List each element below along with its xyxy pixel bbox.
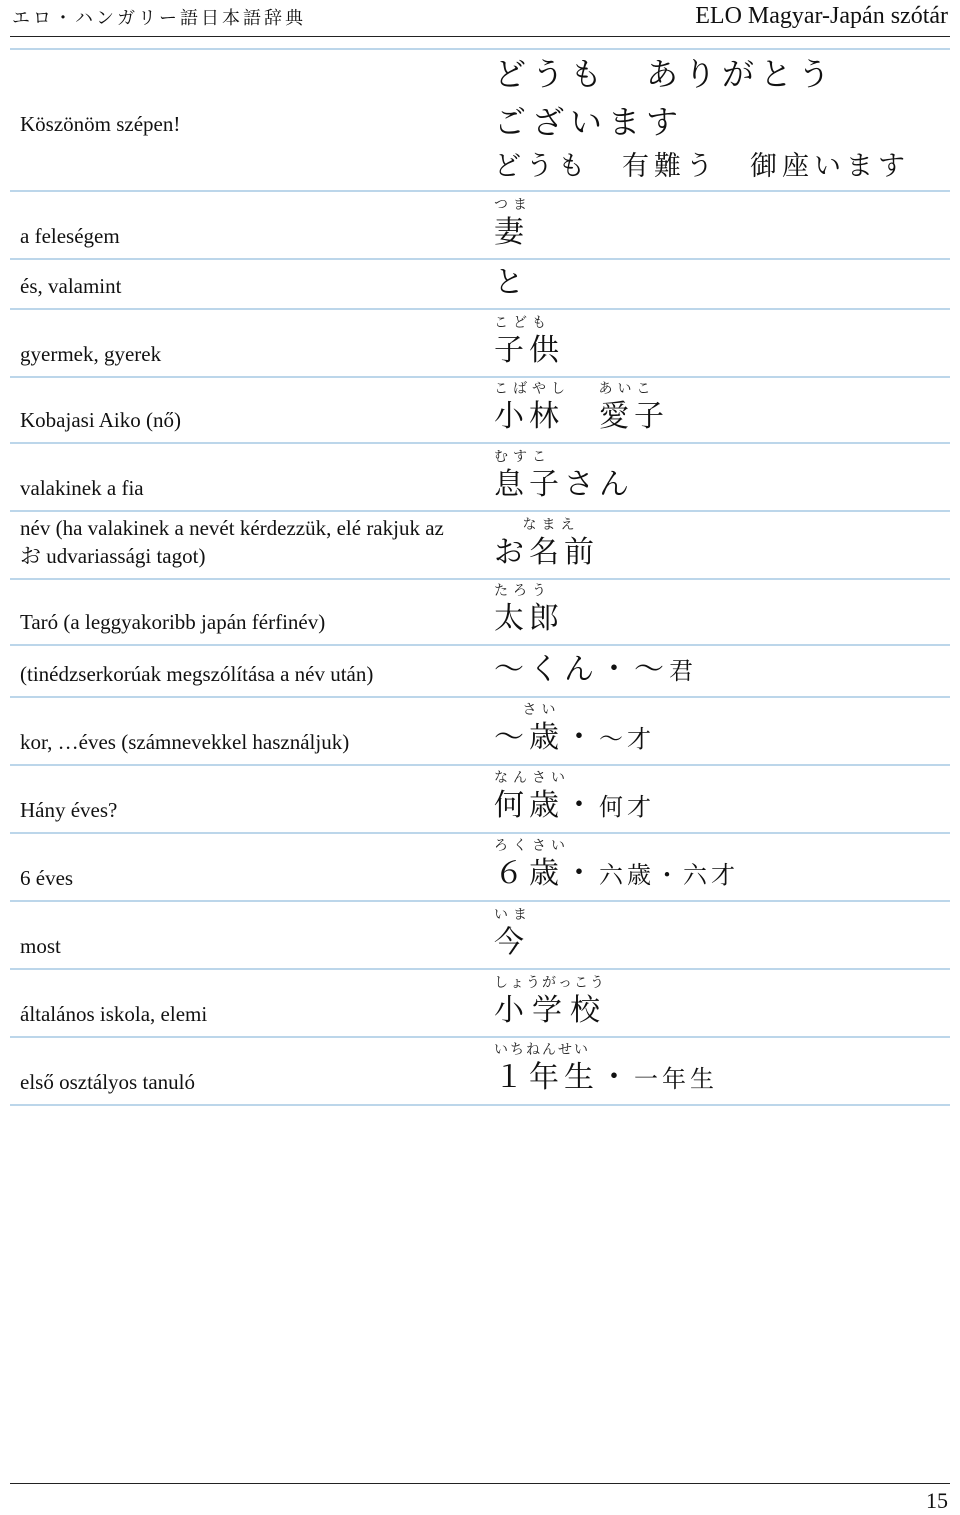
- hungarian-term: Taró (a leggyakoribb japán férfinév): [20, 610, 326, 634]
- table-row: [10, 310, 950, 378]
- furigana: こども: [494, 315, 551, 331]
- japanese-kanji: ～歳・: [494, 720, 599, 755]
- hungarian-term: a feleségem: [20, 224, 120, 248]
- header-title-japanese: エロ・ハンガリー語日本語辞典: [12, 8, 306, 29]
- furigana: なんさい: [494, 770, 570, 786]
- table-row: [10, 378, 950, 444]
- hungarian-term: valakinek a fia: [20, 476, 144, 500]
- japanese-main: [494, 651, 944, 690]
- japanese-main: [494, 787, 944, 826]
- furigana: ろくさい: [494, 838, 570, 854]
- japanese-main: 今: [494, 925, 529, 960]
- hungarian-term: Köszönöm szépen!: [20, 112, 181, 136]
- japanese-term: [494, 975, 944, 1030]
- japanese-main: どうも ありがとう: [494, 55, 837, 93]
- japanese-kanji-alt: 何才: [599, 793, 655, 821]
- hungarian-term: kor, …éves (számnevekkel használjuk): [20, 730, 350, 754]
- furigana: なまえ: [494, 517, 580, 533]
- hungarian-term: és, valamint: [20, 274, 122, 298]
- japanese-term: [494, 1042, 944, 1098]
- hungarian-term: gyermek, gyerek: [20, 342, 162, 366]
- japanese-main: [494, 719, 944, 758]
- japanese-main: 息子さん: [494, 467, 634, 502]
- japanese-main: 小学校: [494, 993, 608, 1028]
- table-row: [10, 766, 950, 834]
- japanese-main: 子供: [494, 333, 564, 368]
- japanese-kanji-alt: ～才: [599, 725, 655, 753]
- hungarian-term: Hány éves?: [20, 798, 118, 822]
- japanese-term: [494, 264, 944, 302]
- table-row: [10, 260, 950, 310]
- furigana: しょうがっこう: [494, 975, 606, 991]
- japanese-kanji: どうも 有難う 御座います: [494, 151, 910, 182]
- japanese-term: [494, 838, 944, 894]
- furigana: いちねんせい: [494, 1042, 590, 1058]
- japanese-kanji: 何歳・: [494, 788, 599, 823]
- hungarian-term: most: [20, 934, 61, 958]
- page-header: [10, 0, 950, 37]
- header-title-hungarian: ELO Magyar-Japán szótár: [695, 3, 948, 29]
- furigana: むすこ: [494, 449, 551, 465]
- japanese-term: [494, 315, 944, 370]
- table-row: [10, 698, 950, 766]
- japanese-kanji-alt: 六歳・六才: [599, 861, 739, 889]
- hungarian-term: első osztályos tanuló: [20, 1070, 195, 1094]
- table-row: [10, 646, 950, 698]
- japanese-main: [494, 855, 944, 894]
- japanese-kanji: ６歳・: [494, 856, 599, 891]
- japanese-term: [494, 449, 944, 504]
- furigana: つま: [494, 197, 532, 213]
- japanese-main: ございます: [494, 103, 685, 141]
- japanese-term: [494, 517, 944, 572]
- japanese-term: [494, 197, 944, 252]
- vocabulary-table: [10, 48, 950, 1106]
- japanese-kana: ～くん・～: [494, 652, 669, 687]
- japanese-term: [494, 770, 944, 826]
- japanese-main: 妻: [494, 215, 529, 250]
- table-row: [10, 444, 950, 512]
- page-number: 15: [926, 1488, 948, 1513]
- table-row: [10, 50, 950, 192]
- table-row: [10, 902, 950, 970]
- table-row: [10, 580, 950, 646]
- furigana: いま: [494, 907, 532, 923]
- table-row: [10, 512, 950, 580]
- japanese-term: [494, 907, 944, 962]
- japanese-kanji: １年生・: [494, 1060, 634, 1095]
- japanese-main: と: [494, 265, 529, 300]
- japanese-main: お名前: [494, 535, 599, 570]
- table-row: [10, 834, 950, 902]
- hungarian-term: (tinédzserkorúak megszólítása a név után): [20, 662, 374, 686]
- hungarian-term: név (ha valakinek a nevét kérdezzük, elé rakjuk az お udvariassági tagot): [20, 516, 444, 568]
- japanese-term: [494, 50, 944, 188]
- japanese-main: [494, 1059, 944, 1098]
- japanese-term: [494, 583, 944, 638]
- hungarian-term: 6 éves: [20, 866, 74, 890]
- table-row: [10, 192, 950, 260]
- table-row: [10, 970, 950, 1038]
- hungarian-term: általános iskola, elemi: [20, 1002, 208, 1026]
- furigana: たろう: [494, 583, 551, 599]
- japanese-main: 小林 愛子: [494, 399, 669, 434]
- japanese-kanji-alt: 一年生: [634, 1065, 718, 1093]
- japanese-term: [494, 381, 944, 436]
- table-row: [10, 1038, 950, 1106]
- japanese-kanji-alt: 君: [669, 657, 697, 685]
- japanese-main: 太郎: [494, 601, 564, 636]
- footer-rule: [10, 1483, 950, 1485]
- furigana: さい: [494, 702, 561, 718]
- japanese-term: [494, 651, 944, 690]
- furigana: こばやし あいこ: [494, 381, 656, 397]
- japanese-term: [494, 702, 944, 758]
- hungarian-term: Kobajasi Aiko (nő): [20, 408, 181, 432]
